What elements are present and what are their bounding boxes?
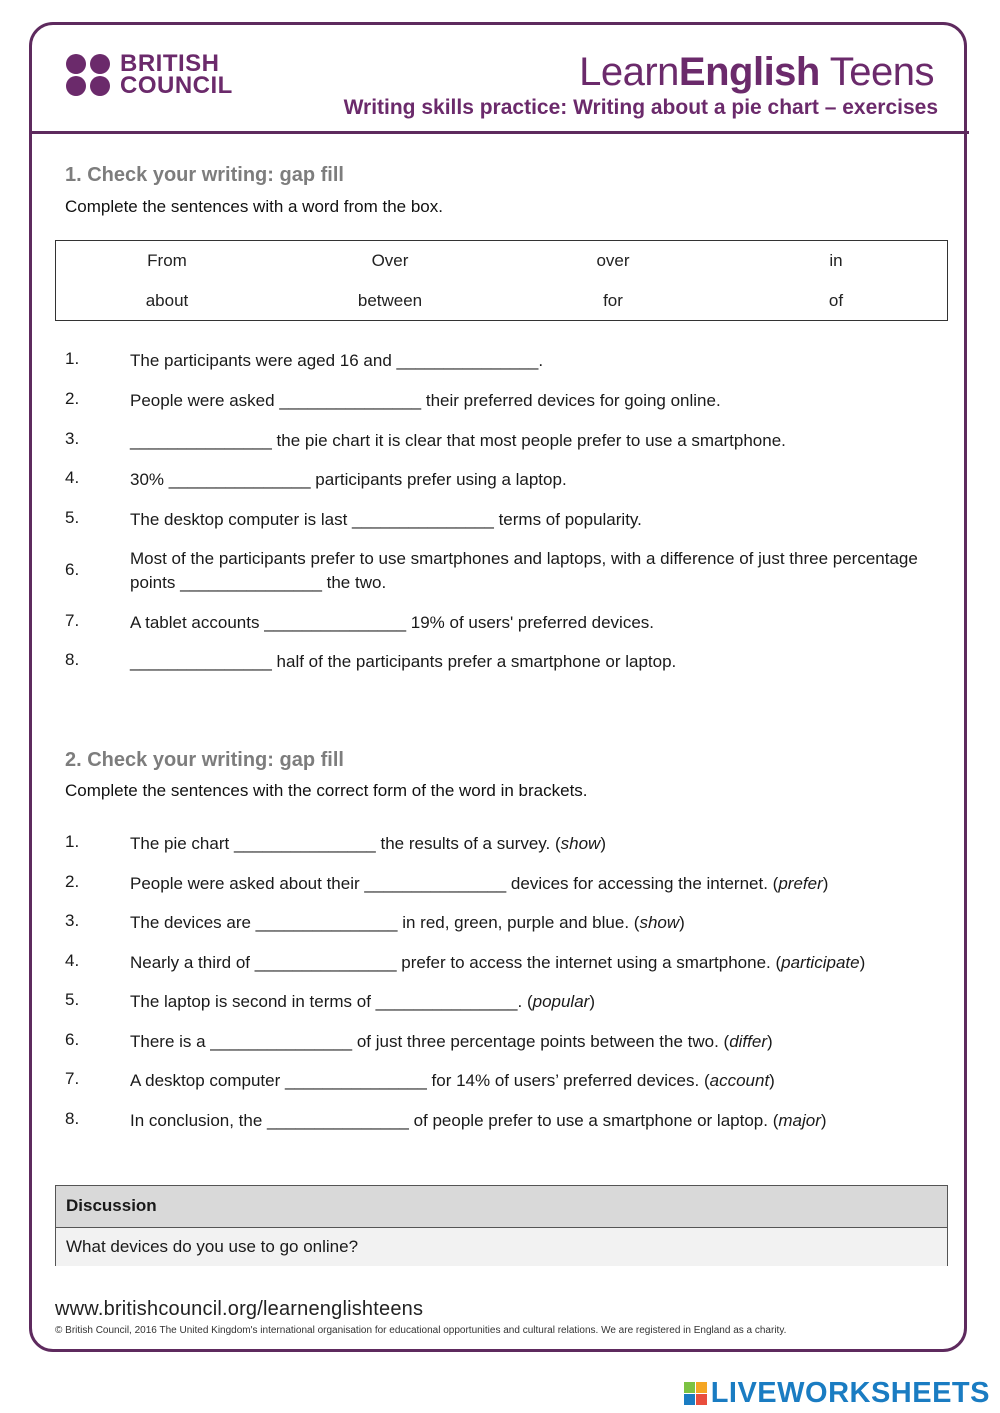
item-number: 7. — [65, 611, 80, 630]
word-box-word: about — [145, 291, 189, 310]
bracket-word: account — [709, 1071, 770, 1090]
item-number: 7. — [65, 1069, 80, 1088]
footer-url[interactable]: www.britishcouncil.org/learnenglishteens — [55, 1298, 424, 1320]
discussion-box — [55, 1185, 948, 1266]
item-number: 6. — [65, 560, 80, 579]
item-text: The devices are _______________ in red, green, purple and blue. ( — [130, 913, 640, 932]
bracket-close: ) — [769, 1071, 775, 1090]
item-text: People were asked _______________ their preferred devices for going online. — [130, 391, 721, 410]
item-number: 3. — [65, 911, 80, 930]
item-number: 2. — [65, 872, 80, 891]
word-box — [55, 240, 948, 321]
section2-instruction: Complete the sentences with the correct form of the word in brackets. — [65, 781, 588, 800]
liveworksheets-watermark — [684, 1377, 990, 1410]
page-subtitle: Writing skills practice: Writing about a pie chart – exercises — [343, 96, 938, 119]
item-text: There is a _______________ of just three percentage points between the two. ( — [130, 1032, 730, 1051]
bracket-close: ) — [767, 1032, 773, 1051]
item-text: A tablet accounts _______________ 19% of users' preferred devices. — [130, 613, 654, 632]
item-number: 2. — [65, 389, 80, 408]
bracket-close: ) — [820, 1111, 827, 1130]
bracket-word: popular — [532, 992, 590, 1011]
bracket-word: participate — [781, 953, 860, 972]
item-text: People were asked about their _______________ devices for accessing the internet. ( — [130, 874, 779, 893]
word-box-word: over — [596, 251, 630, 270]
discussion-question: What devices do you use to go online? — [56, 1228, 947, 1266]
brand-line-1: BRITISH — [120, 50, 220, 77]
item-text: Nearly a third of _______________ prefer to access the internet using a smartphone. ( — [130, 953, 782, 972]
word-box-word: Over — [371, 251, 409, 270]
item-number: 3. — [65, 429, 80, 448]
item-text: The pie chart _______________ the results of a survey. ( — [130, 834, 561, 853]
item-number: 1. — [65, 349, 80, 368]
liveworksheets-icon — [684, 1382, 707, 1405]
item-text: The laptop is second in terms of _______________. ( — [130, 992, 533, 1011]
word-box-word: of — [828, 291, 844, 310]
british-council-dots-icon — [66, 54, 112, 96]
item-text: _______________ half of the participants prefer a smartphone or laptop. — [130, 652, 677, 671]
bracket-close: ) — [679, 913, 685, 932]
logo-learn: Learn — [579, 50, 679, 94]
section1-instruction: Complete the sentences with a word from the box. — [65, 197, 443, 216]
footer-copyright: © British Council, 2016 The United Kingdom's international organisation for educational opportunities and cultural relations. We are registered in England as a charity. — [55, 1325, 787, 1336]
bracket-word: show — [560, 834, 601, 853]
bracket-word: differ — [729, 1032, 767, 1051]
bracket-word: major — [778, 1111, 821, 1130]
logo-english: English — [678, 50, 820, 94]
discussion-heading: Discussion — [56, 1186, 947, 1228]
bracket-close: ) — [859, 953, 866, 972]
item-text: A desktop computer _______________ for 14% of users’ preferred devices. ( — [130, 1071, 710, 1090]
item-number: 1. — [65, 832, 80, 851]
item-text: The participants were aged 16 and _______________. — [130, 351, 544, 370]
section1-title: 1. Check your writing: gap fill — [65, 164, 344, 186]
item-text: In conclusion, the _______________ of people prefer to use a smartphone or laptop. ( — [130, 1111, 779, 1130]
logo-teens: Teens — [819, 50, 934, 94]
item-text: 30% _______________ participants prefer using a laptop. — [130, 470, 567, 489]
item-number: 4. — [65, 951, 80, 970]
item-number: 8. — [65, 650, 80, 669]
item-text: The desktop computer is last _______________ terms of popularity. — [130, 510, 642, 529]
word-box-word: for — [603, 291, 623, 310]
brand-line-2: COUNCIL — [120, 72, 233, 99]
word-box-word: between — [357, 291, 423, 310]
item-text: Most of the participants prefer to use smartphones and laptops, with a difference of just three percentage points _______________ the two. — [130, 549, 918, 592]
item-number: 6. — [65, 1030, 80, 1049]
item-number: 5. — [65, 990, 80, 1009]
learnenglish-teens-logo — [579, 50, 934, 95]
bracket-word: show — [639, 913, 680, 932]
bracket-close: ) — [589, 992, 595, 1011]
item-number: 8. — [65, 1109, 80, 1128]
watermark-text: LIVEWORKSHEETS — [710, 1377, 990, 1409]
bracket-word: prefer — [778, 874, 823, 893]
word-box-word: in — [829, 251, 843, 270]
header-divider — [29, 131, 969, 134]
bracket-close: ) — [822, 874, 829, 893]
item-text: _______________ the pie chart it is clear that most people prefer to use a smartphone. — [130, 431, 786, 450]
british-council-logo — [66, 50, 233, 99]
item-number: 4. — [65, 468, 80, 487]
page-frame — [29, 22, 967, 1352]
item-number: 5. — [65, 508, 80, 527]
bracket-close: ) — [600, 834, 606, 853]
section2-title: 2. Check your writing: gap fill — [65, 749, 344, 771]
word-box-word: From — [147, 251, 187, 270]
